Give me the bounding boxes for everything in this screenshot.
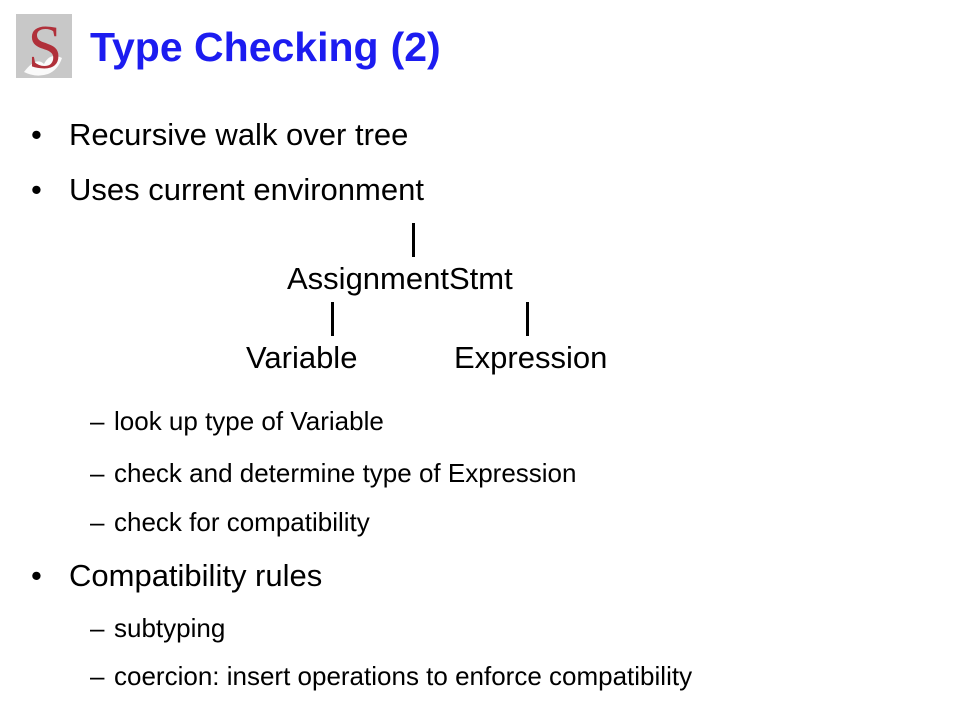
tree-node-left: Variable [246,340,358,375]
university-logo [14,12,74,80]
tree-edge-right [526,302,529,336]
svg-text:S: S [27,14,63,80]
sub-item [90,509,370,535]
slide-title-text: Type Checking [90,24,379,70]
sub-text: look up type of Variable [114,406,384,436]
tree-edge-left [331,302,334,336]
bullet-item [31,174,424,205]
sub-dash: – [90,507,105,537]
bullet-text: Compatibility rules [69,558,323,593]
slide-title [90,24,441,71]
sub-item [90,408,384,434]
sub-text: coercion: insert operations to enforce compatibility [114,661,693,691]
sub-text: check and determine type of Expression [114,458,577,488]
sub-dash: – [90,458,105,488]
sub-text: subtyping [114,613,226,643]
sub-dash: – [90,661,105,691]
tree-node-root: AssignmentStmt [287,261,513,296]
bullet-text: Recursive walk over tree [69,117,409,152]
bullet-dot: • [31,172,42,207]
sub-text: check for compatibility [114,507,370,537]
sub-item [90,460,576,486]
bullet-text: Uses current environment [69,172,424,207]
bullet-item [31,119,408,150]
bullet-dot: • [31,558,42,593]
bullet-item [31,560,322,591]
sub-item [90,615,225,641]
sub-item [90,663,692,689]
sub-dash: – [90,406,105,436]
tree-edge-parent [412,223,415,257]
slide-title-number: (2) [390,24,441,70]
bullet-dot: • [31,117,42,152]
tree-node-right: Expression [454,340,608,375]
sub-dash: – [90,613,105,643]
